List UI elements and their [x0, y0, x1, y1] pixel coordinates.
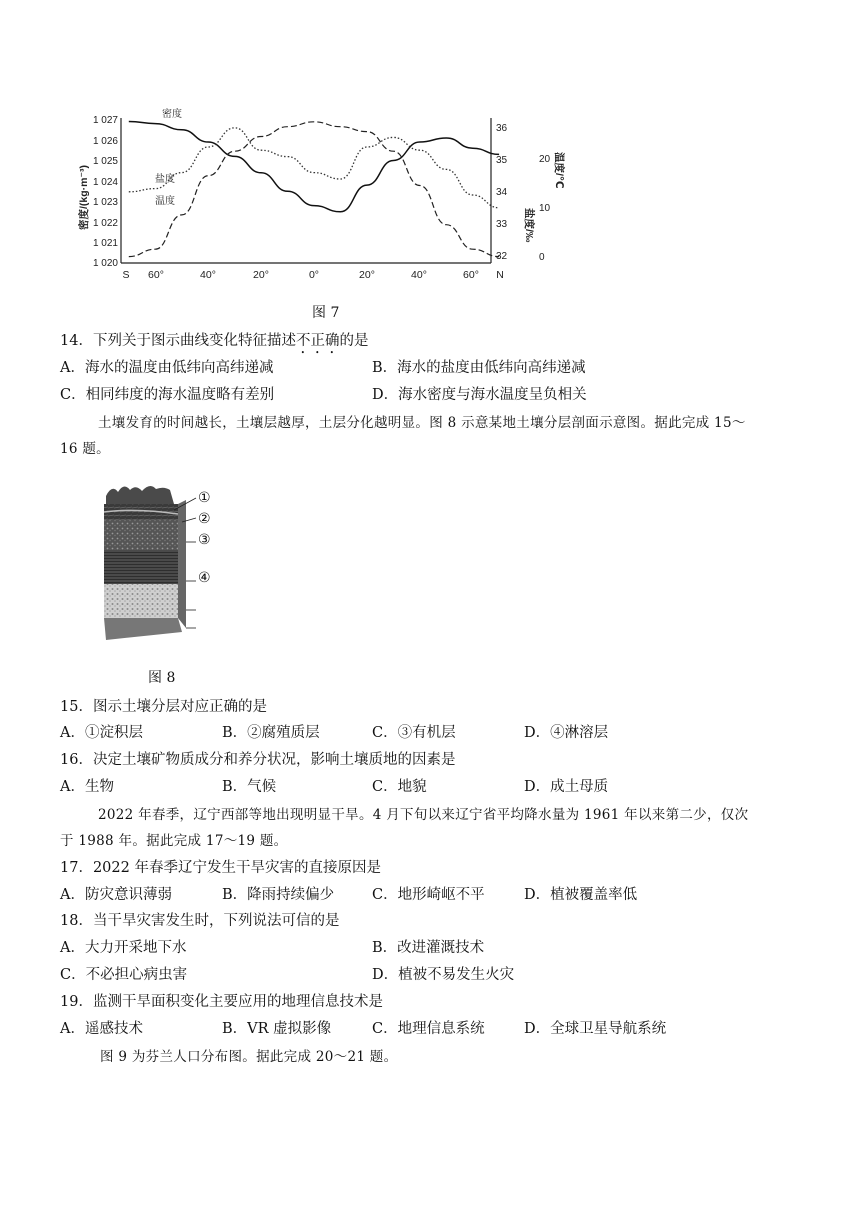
layer-labels	[198, 489, 211, 585]
leaching-layer	[104, 520, 178, 550]
passage-drought-line2: 于 1988 年。据此完成 17～19 题。	[60, 833, 288, 849]
q17-option-a: A．防灾意识薄弱	[60, 887, 172, 903]
salinity-line	[129, 128, 499, 208]
q14-option-c: C．相同纬度的海水温度略有差别	[60, 387, 275, 403]
left-axis-label: 密度/(kg·m⁻³)	[78, 164, 90, 230]
layer-label-4: ④	[198, 569, 211, 585]
illuvial-layer	[104, 550, 178, 584]
right1-tick: 35	[496, 155, 508, 166]
temperature-curve-label: 温度	[155, 196, 175, 207]
q18-option-a: A．大力开采地下水	[60, 940, 187, 956]
q14-option-b: B．海水的盐度由低纬向高纬递减	[372, 360, 586, 376]
passage-soil-line2: 16 题。	[60, 441, 110, 457]
right1-axis-label: 盐度/‰	[523, 208, 535, 243]
density-line	[129, 122, 499, 212]
q16-option-a: A．生物	[60, 779, 114, 795]
q19-option-b: B．VR 虚拟影像	[222, 1021, 332, 1037]
layer-label-1: ①	[198, 489, 211, 505]
x-tick: N	[496, 269, 504, 281]
passage-drought-line1: 2022 年春季，辽宁西部等地出现明显干旱。4 月下旬以来辽宁省平均降水量为 1961 年以来第二少，仅次	[98, 807, 749, 823]
q19-option-d: D．全球卫星导航系统	[524, 1021, 667, 1037]
right2-axis-label: 温度/℃	[553, 152, 565, 189]
density-curve-label: 密度	[162, 109, 182, 120]
q17-option-b: B．降雨持续偏少	[222, 887, 335, 903]
x-ticks	[122, 269, 503, 281]
right2-tick: 0	[539, 252, 545, 263]
q14-stem-after: 的是	[339, 333, 369, 349]
organic-layer	[106, 486, 174, 506]
q16-option-c: C．地貌	[372, 779, 427, 795]
temperature-line	[129, 122, 499, 257]
x-tick: 0°	[308, 269, 320, 281]
left-tick: 1 020	[92, 258, 118, 269]
q16-stem: 16．决定土壤矿物质成分和养分状况，影响土壤质地的因素是	[60, 752, 456, 768]
layer-label-2: ②	[198, 510, 211, 526]
right1-ticks	[496, 123, 508, 262]
q18-stem: 18．当干旱灾害发生时，下列说法可信的是	[60, 913, 340, 929]
q16-option-d: D．成土母质	[524, 779, 609, 795]
left-ticks	[93, 115, 118, 269]
right1-tick: 32	[496, 251, 508, 262]
left-tick: 1 024	[92, 177, 118, 188]
q19-option-c: C．地理信息系统	[372, 1021, 485, 1037]
q15-option-a: A．①淀积层	[60, 725, 143, 741]
left-tick: 1 027	[92, 115, 118, 126]
q14-stem-emph: 不正确	[295, 333, 340, 349]
profile-side	[178, 500, 186, 628]
left-tick: 1 022	[92, 218, 118, 229]
q19-option-a: A．遥感技术	[60, 1021, 143, 1037]
x-tick: 60°	[463, 269, 479, 281]
profile-bottom	[104, 618, 182, 640]
q15-stem: 15．图示土壤分层对应正确的是	[60, 699, 267, 715]
x-tick: 60°	[148, 269, 164, 281]
figure7-chart	[78, 100, 578, 285]
q15-option-c: C．③有机层	[372, 725, 456, 741]
q17-option-c: C．地形崎岖不平	[372, 887, 485, 903]
right2-ticks	[539, 154, 551, 263]
q14-stem	[60, 329, 368, 357]
left-tick: 1 025	[92, 156, 118, 167]
salinity-curve-label: 盐度	[155, 174, 175, 185]
left-tick: 1 026	[92, 136, 118, 147]
x-tick: 40°	[411, 269, 427, 281]
right1-tick: 36	[496, 123, 508, 134]
x-tick: S	[122, 269, 130, 281]
x-tick: 20°	[253, 269, 269, 281]
layer-label-3: ③	[198, 531, 211, 547]
q18-option-c: C．不必担心病虫害	[60, 967, 188, 983]
right1-tick: 33	[496, 219, 508, 230]
parent-material-layer	[104, 584, 178, 618]
q18-option-d: D．植被不易发生火灾	[372, 967, 515, 983]
q19-stem: 19．监测干旱面积变化主要应用的地理信息技术是	[60, 994, 383, 1010]
right1-tick: 34	[496, 187, 508, 198]
q14-option-d: D．海水密度与海水温度呈负相关	[372, 387, 587, 403]
figure7-caption: 图 7	[312, 305, 340, 321]
right2-tick: 10	[539, 203, 551, 214]
q18-option-b: B．改进灌溉技术	[372, 940, 485, 956]
x-tick: 40°	[200, 269, 216, 281]
q14-option-a: A．海水的温度由低纬向高纬递减	[60, 360, 274, 376]
q15-option-b: B．②腐殖质层	[222, 725, 320, 741]
left-tick: 1 023	[92, 197, 118, 208]
figure8-soil-profile	[96, 482, 226, 652]
passage-soil-line1: 土壤发育的时间越长，土壤层越厚，土层分化越明显。图 8 示意某地土壤分层剖面示意图。据此完成 15～	[98, 415, 746, 431]
right2-tick: 20	[539, 154, 551, 165]
left-tick: 1 021	[92, 238, 118, 249]
q15-option-d: D．④淋溶层	[524, 725, 609, 741]
x-tick: 20°	[359, 269, 375, 281]
q16-option-b: B．气候	[222, 779, 277, 795]
q14-stem-before: 14．下列关于图示曲线变化特征描述	[60, 333, 296, 349]
passage-finland: 图 9 为芬兰人口分布图。据此完成 20～21 题。	[100, 1049, 398, 1065]
q17-stem: 17．2022 年春季辽宁发生干旱灾害的直接原因是	[60, 860, 381, 876]
q17-option-d: D．植被覆盖率低	[524, 887, 638, 903]
figure8-caption: 图 8	[148, 670, 176, 686]
